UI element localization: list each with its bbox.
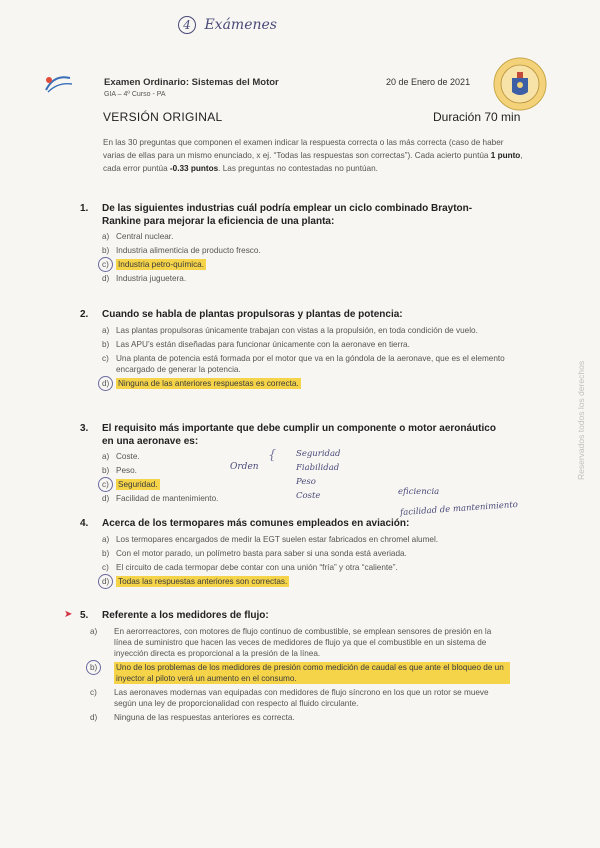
- option-b[interactable]: b) Las APU’s están diseñadas para funcionar únicamente con la aeronave en tierra.: [102, 339, 410, 349]
- option-c-selected[interactable]: c) Industria petro-química.: [102, 260, 205, 269]
- version-label: VERSIÓN ORIGINAL: [103, 110, 223, 124]
- school-logo-icon: [40, 68, 76, 98]
- option-d[interactable]: d) Facilidad de mantenimiento.: [102, 494, 219, 503]
- option-a[interactable]: a) En aerorreactores, con motores de flujo continuo de combustible, se emplean sensores de presión en la línea de suministro que hacen las veces de medidores de flujo ya que el combustible en un sistema de inyección directa es proporcional a la presión de la línea.: [90, 626, 492, 658]
- highlighted-answer: Seguridad.: [118, 480, 158, 489]
- instructions-text-1: En las 30 preguntas que componen el examen indicar la respuesta correcta o las más correcta (caso de haber varias de ellas para un mismo enunciado, x ej. “Todas las respuestas son correctas”). Cada acierto puntúa: [103, 138, 504, 160]
- exam-date: 20 de Enero de 2021: [386, 77, 471, 87]
- exam-title: Examen Ordinario: Sistemas del Motor: [104, 77, 279, 88]
- question-number: 1.: [80, 203, 89, 214]
- question-5: [80, 610, 510, 726]
- option-b[interactable]: b) Con el motor parado, un polímetro basta para saber si una sonda está averiada.: [102, 548, 407, 558]
- handwritten-brace: {: [268, 448, 277, 463]
- option-c[interactable]: c) Las aeronaves modernas van equipadas con medidores de flujo síncrono en los que un rotor se mueve según una ley de proporcionalidad con respecto al fluido circulante.: [90, 687, 489, 708]
- university-seal-icon: [492, 56, 548, 112]
- option-b-selected[interactable]: b) Uno de los problemas de los medidores de presión como medición de caudal es que ante el bloqueo de un inyector al piloto verá un aumento en el consumo.: [90, 662, 510, 684]
- question-4: [80, 518, 510, 590]
- question-number: 3.: [80, 423, 89, 434]
- option-d[interactable]: d) Industria juguetera.: [102, 274, 187, 283]
- duration-label: Duración 70 min: [433, 110, 521, 124]
- option-d[interactable]: d) Ninguna de las respuestas anteriores es correcta.: [90, 712, 295, 722]
- highlighted-answer: Industria petro-química.: [118, 260, 205, 269]
- question-number: 2.: [80, 309, 89, 320]
- question-3: [80, 423, 510, 507]
- handwritten-number: 4: [178, 16, 196, 34]
- option-d-selected[interactable]: d) Ninguna de las anteriores respuestas es correcta.: [102, 378, 299, 388]
- highlighted-answer: Todas las respuestas anteriores son correctas.: [118, 576, 288, 586]
- question-text: De las siguientes industrias cuál podría emplear un ciclo combinado Brayton- Rankine para mejorar la eficiencia de una planta:: [102, 203, 473, 227]
- question-number: 4.: [80, 518, 89, 529]
- option-c[interactable]: c) Una planta de potencia está formada por el motor que va en la góndola de la aeronave, que es el elemento encargado de generar la potencia.: [102, 353, 505, 374]
- red-arrow-mark-icon: ➤: [64, 609, 73, 620]
- option-a[interactable]: a) Las plantas propulsoras únicamente trabajan con vistas a la propulsión, en toda condición de vuelo.: [102, 325, 478, 335]
- option-a[interactable]: a) Coste.: [102, 452, 140, 461]
- highlighted-answer: Ninguna de las anteriores respuestas es correcta.: [118, 378, 299, 388]
- handwritten-note-efficiency: eficiencia: [398, 487, 440, 497]
- question-2: [80, 309, 510, 392]
- instructions-bold-1: 1 punto: [490, 151, 521, 160]
- instructions-text-2: , cada error puntúa: [103, 151, 523, 173]
- handwritten-note-maintenance: facilidad de mantenimiento: [399, 499, 519, 519]
- option-c[interactable]: c) El circuito de cada termopar debe contar con una unión “fría” y otra “caliente”.: [102, 562, 398, 572]
- exam-instructions: [103, 136, 523, 175]
- option-c-selected[interactable]: c) Seguridad.: [102, 480, 158, 489]
- handwritten-note-order: Orden: [230, 462, 259, 472]
- handwritten-header: [178, 16, 277, 34]
- instructions-text-3: . Las preguntas no contestadas no puntúan.: [218, 164, 378, 173]
- option-d-selected[interactable]: d) Todas las respuestas anteriores son correctas.: [102, 576, 288, 586]
- question-text: El requisito más importante que debe cumplir un componente o motor aeronáutico en una aeronave es:: [102, 423, 496, 447]
- question-text: Acerca de los termopares más comunes empleados en aviación:: [102, 518, 410, 529]
- question-text: Referente a los medidores de flujo:: [102, 610, 269, 621]
- option-b[interactable]: b) Peso.: [102, 466, 137, 475]
- handwritten-note-list: Seguridad Fiabilidad Peso Coste: [296, 449, 341, 501]
- option-a[interactable]: a) Los termopares encargados de medir la EGT suelen estar fabricados en chromel alumel.: [102, 534, 439, 544]
- option-a[interactable]: a) Central nuclear.: [102, 232, 174, 241]
- question-number: 5.: [80, 610, 89, 621]
- handwritten-title: Exámenes: [204, 17, 277, 33]
- question-text: Cuando se habla de plantas propulsoras y plantas de potencia:: [102, 309, 403, 320]
- highlighted-answer: Uno de los problemas de los medidores de presión como medición de caudal es que ante el bloqueo de un inyector al piloto verá un aumento en el consumo.: [114, 662, 510, 684]
- question-1: [80, 203, 510, 287]
- rights-reserved-note: Reservados todos los derechos: [576, 360, 586, 480]
- exam-subtitle: GIA – 4º Curso - PA: [104, 91, 166, 98]
- option-b[interactable]: b) Industria alimenticia de producto fresco.: [102, 246, 261, 255]
- instructions-bold-2: -0.33 puntos: [169, 164, 219, 173]
